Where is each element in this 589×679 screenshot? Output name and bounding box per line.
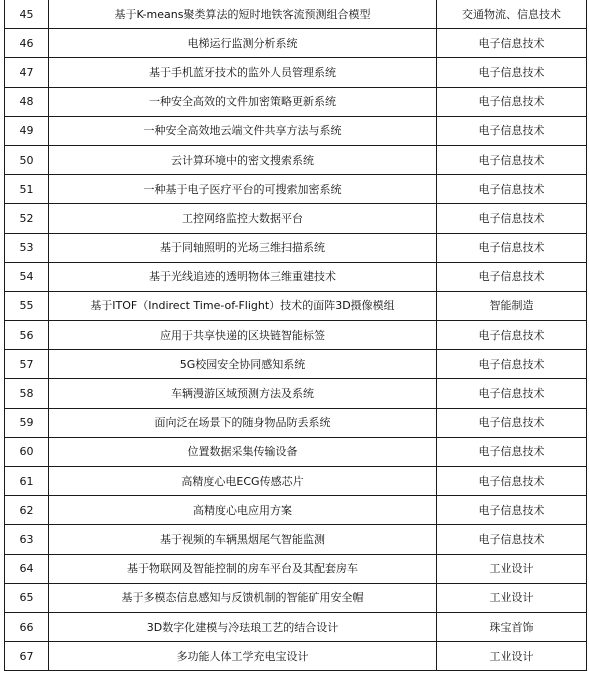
project-name-cell: 车辆漫游区域预测方法及系统 [49, 379, 437, 408]
table-row [5, 612, 587, 641]
row-number-cell: 67 [5, 642, 49, 671]
project-name-cell: 基于ITOF（Indirect Time-of-Flight）技术的面阵3D摄像模组 [49, 291, 437, 320]
table-row [5, 175, 587, 204]
table-row [5, 233, 587, 262]
category-cell: 电子信息技术 [437, 408, 587, 437]
row-number-cell: 47 [5, 58, 49, 87]
table-row [5, 87, 587, 116]
project-name-cell: 基于同轴照明的光场三维扫描系统 [49, 233, 437, 262]
project-name-cell: 基于多模态信息感知与反馈机制的智能矿用安全帽 [49, 583, 437, 612]
table-row [5, 145, 587, 174]
table-row [5, 437, 587, 466]
table-row [5, 0, 587, 29]
category-cell: 工业设计 [437, 583, 587, 612]
table-row [5, 262, 587, 291]
project-name-cell: 位置数据采集传输设备 [49, 437, 437, 466]
row-number-cell: 56 [5, 321, 49, 350]
project-name-cell: 基于视频的车辆黑烟尾气智能监测 [49, 525, 437, 554]
table-row [5, 642, 587, 671]
table-row [5, 291, 587, 320]
category-cell: 电子信息技术 [437, 379, 587, 408]
category-cell: 工业设计 [437, 554, 587, 583]
row-number-cell: 63 [5, 525, 49, 554]
project-name-cell: 一种基于电子医疗平台的可搜索加密系统 [49, 175, 437, 204]
row-number-cell: 45 [5, 0, 49, 29]
table-row [5, 29, 587, 58]
table-row [5, 321, 587, 350]
table-row [5, 496, 587, 525]
row-number-cell: 65 [5, 583, 49, 612]
row-number-cell: 61 [5, 467, 49, 496]
project-name-cell: 基于物联网及智能控制的房车平台及其配套房车 [49, 554, 437, 583]
table-row [5, 350, 587, 379]
project-name-cell: 3D数字化建模与冷珐琅工艺的结合设计 [49, 612, 437, 641]
row-number-cell: 50 [5, 145, 49, 174]
category-cell: 电子信息技术 [437, 116, 587, 145]
row-number-cell: 49 [5, 116, 49, 145]
project-name-cell: 电梯运行监测分析系统 [49, 29, 437, 58]
category-cell: 电子信息技术 [437, 145, 587, 174]
category-cell: 电子信息技术 [437, 262, 587, 291]
category-cell: 电子信息技术 [437, 321, 587, 350]
category-cell: 工业设计 [437, 642, 587, 671]
category-cell: 电子信息技术 [437, 525, 587, 554]
row-number-cell: 59 [5, 408, 49, 437]
table-row [5, 204, 587, 233]
table-row [5, 583, 587, 612]
project-name-cell: 云计算环境中的密文搜索系统 [49, 145, 437, 174]
table-row [5, 116, 587, 145]
table-row [5, 408, 587, 437]
project-table-body [5, 0, 587, 671]
row-number-cell: 57 [5, 350, 49, 379]
project-name-cell: 一种安全高效地云端文件共享方法与系统 [49, 116, 437, 145]
project-name-cell: 基于手机蓝牙技术的监外人员管理系统 [49, 58, 437, 87]
row-number-cell: 55 [5, 291, 49, 320]
category-cell: 电子信息技术 [437, 87, 587, 116]
category-cell: 电子信息技术 [437, 204, 587, 233]
row-number-cell: 48 [5, 87, 49, 116]
row-number-cell: 53 [5, 233, 49, 262]
row-number-cell: 66 [5, 612, 49, 641]
row-number-cell: 62 [5, 496, 49, 525]
row-number-cell: 46 [5, 29, 49, 58]
category-cell: 电子信息技术 [437, 437, 587, 466]
category-cell: 电子信息技术 [437, 350, 587, 379]
project-name-cell: 高精度心电ECG传感芯片 [49, 467, 437, 496]
project-name-cell: 5G校园安全协同感知系统 [49, 350, 437, 379]
category-cell: 电子信息技术 [437, 175, 587, 204]
row-number-cell: 54 [5, 262, 49, 291]
category-cell: 电子信息技术 [437, 467, 587, 496]
category-cell: 电子信息技术 [437, 58, 587, 87]
table-row [5, 58, 587, 87]
project-name-cell: 面向泛在场景下的随身物品防丢系统 [49, 408, 437, 437]
row-number-cell: 60 [5, 437, 49, 466]
category-cell: 电子信息技术 [437, 233, 587, 262]
project-name-cell: 应用于共享快递的区块链智能标签 [49, 321, 437, 350]
table-row [5, 525, 587, 554]
project-name-cell: 基于K-means聚类算法的短时地铁客流预测组合模型 [49, 0, 437, 29]
category-cell: 珠宝首饰 [437, 612, 587, 641]
table-row [5, 467, 587, 496]
project-table-container [4, 0, 586, 671]
category-cell: 交通物流、信息技术 [437, 0, 587, 29]
row-number-cell: 64 [5, 554, 49, 583]
category-cell: 电子信息技术 [437, 29, 587, 58]
table-row [5, 554, 587, 583]
row-number-cell: 52 [5, 204, 49, 233]
project-name-cell: 工控网络监控大数据平台 [49, 204, 437, 233]
project-table [4, 0, 587, 671]
project-name-cell: 基于光线追迹的透明物体三维重建技术 [49, 262, 437, 291]
project-name-cell: 一种安全高效的文件加密策略更新系统 [49, 87, 437, 116]
category-cell: 电子信息技术 [437, 496, 587, 525]
project-name-cell: 多功能人体工学充电宝设计 [49, 642, 437, 671]
row-number-cell: 58 [5, 379, 49, 408]
table-row [5, 379, 587, 408]
project-name-cell: 高精度心电应用方案 [49, 496, 437, 525]
row-number-cell: 51 [5, 175, 49, 204]
category-cell: 智能制造 [437, 291, 587, 320]
